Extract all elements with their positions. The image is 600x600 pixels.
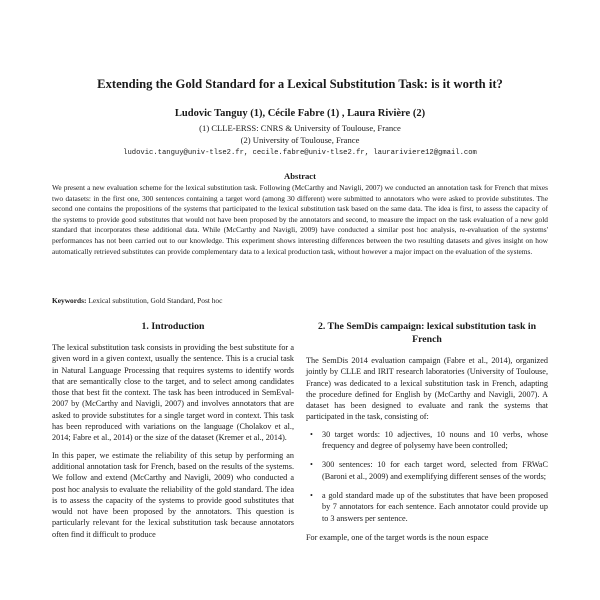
list-item bbox=[310, 459, 548, 482]
list-item-text: 300 sentences: 10 for each target word, selected from FRWaC (Baroni et al., 2009) and exemplifying different senses of the words; bbox=[322, 460, 548, 481]
list-item bbox=[310, 490, 548, 524]
keywords-list: Lexical substitution, Gold Standard, Post hoc bbox=[88, 296, 223, 305]
section-1-heading: 1. Introduction bbox=[141, 321, 205, 332]
abstract-text: We present a new evaluation scheme for the lexical substitution task. Following (McCarthy and Navigli, 2007) we conducted an annotation task for French that mixes two datasets: in the first one, 300 sentences containing a target word (among 30 different) were submitted to annotators who were asked to provide substitutes. The second one contains the propositions of the systems that participated to the lexical substitution task based on the same data. The idea is first, to assess the capacity of the systems to provide good substitutes that would not have been proposed by the annotators and second, to measure the impact on the task evaluation of a new gold standard that incorporates these additional data. While (McCarthy and Navigli, 2009) have conducted a similar post hoc analysis, re-evaluation of the systems' performances has not been carried out to our knowledge. This experiment shows interesting differences between the two resulting datasets and gives insight on how automatically retrieved substitutes can provide complementary data to a lexical production task, without however a major impact on the evaluation of the systems. bbox=[52, 183, 548, 256]
list-item-text: 30 target words: 10 adjectives, 10 nouns and 10 verbs, whose frequency and degree of polysemy have been controlled; bbox=[322, 429, 548, 451]
section-2-bullet-list bbox=[306, 429, 548, 524]
section-1-paragraph: The lexical substitution task consists in providing the best substitute for a given word in a given context, usually the sentence. This is a crucial task in Natural Language Processing that requires systems to identify words that are semantically close to the target, and to select among candidates those that best fit the context. The task has been introduced in SemEval-2007 by (McCarthy and Navigli, 2007) and involves annotators that are asked to provide substitutes for a single target word in context. This task has been reproduced with variations on the language (Cholakov et al., 2014; Fabre et al., 2014) or the size of the dataset (Kremer et al., 2014). bbox=[52, 343, 294, 443]
author-emails: ludovic.tanguy@univ-tlse2.fr, cecile.fabre@univ-tlse2.fr, laurariviere12@gmail.com bbox=[123, 149, 477, 157]
keywords-label: Keywords: bbox=[52, 296, 87, 305]
section-2-intro: The SemDis 2014 evaluation campaign (Fabre et al., 2014), organized jointly by CLLE and IRIT research laboratories (University of Toulouse, France) was dedicated to a lexical substitution task in French, adapting the procedure defined for English by (McCarthy and Navigli, 2007). A dataset has been designed to evaluate and rank the systems that participated in the task, consisting of: bbox=[306, 356, 548, 422]
affiliation-1: (1) CLLE-ERSS: CNRS & University of Toulouse, France bbox=[199, 123, 401, 133]
bullet-icon: • bbox=[310, 490, 313, 500]
bullet-icon: • bbox=[310, 429, 313, 439]
paper-authors: Ludovic Tanguy (1), Cécile Fabre (1) , Laura Rivière (2) bbox=[174, 108, 426, 119]
right-column bbox=[306, 320, 548, 549]
section-2-after: For example, one of the target words is the noun espace bbox=[306, 532, 489, 542]
paper-title: Extending the Gold Standard for a Lexical Substitution Task: is it worth it? bbox=[97, 77, 503, 91]
section-1-paragraph: In this paper, we estimate the reliability of this setup by performing an additional annotation task for French, based on the results of the systems. We follow and extend (McCarthy and Navigli, 2009) who conducted a post hoc analysis to evaluate the reliability of the gold standard. The idea is to assess the capacity of the systems to provide good substitutes that would not have been proposed by the annotators. This question is particularly relevant for the lexical substitution task because annotators often find it difficult to produce bbox=[52, 450, 294, 539]
left-column bbox=[52, 320, 294, 546]
section-2-heading: 2. The SemDis campaign: lexical substitution task in French bbox=[317, 321, 537, 345]
bullet-icon: • bbox=[310, 460, 313, 470]
list-item-text: a gold standard made up of the substitutes that have been proposed by 7 annotators for each sentence. Each annotator could provide up to 3 answers per sentence. bbox=[322, 490, 548, 523]
list-item bbox=[310, 429, 548, 452]
abstract-heading: Abstract bbox=[284, 171, 316, 181]
affiliation-2: (2) University of Toulouse, France bbox=[240, 135, 360, 145]
keywords-line bbox=[52, 296, 548, 306]
